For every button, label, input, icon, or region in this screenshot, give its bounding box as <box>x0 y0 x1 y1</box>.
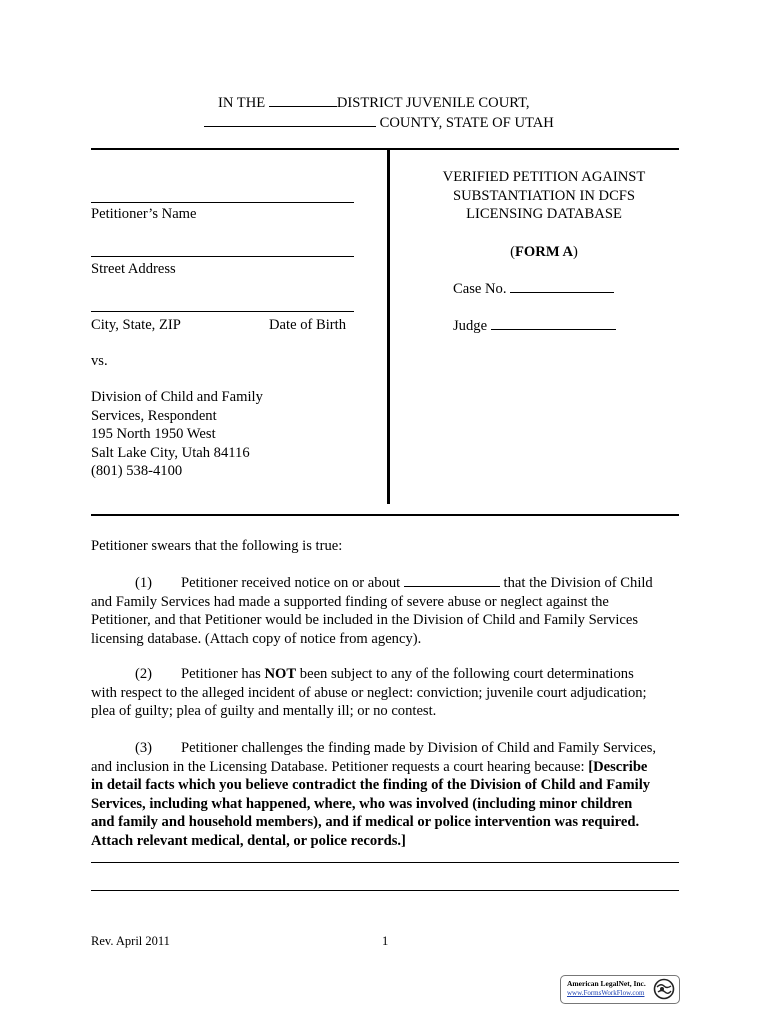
respondent-line: (801) 538-4100 <box>91 463 183 480</box>
respondent-line: Salt Lake City, Utah 84116 <box>91 444 250 461</box>
notice-date-blank[interactable] <box>404 573 500 587</box>
case-number-field: Case No. <box>453 279 614 299</box>
case-number-blank[interactable] <box>510 279 614 293</box>
judge-field: Judge <box>453 316 616 336</box>
page-number: 1 <box>382 934 389 948</box>
city-state-zip-line[interactable] <box>91 311 354 312</box>
county-blank[interactable] <box>204 113 376 127</box>
answer-line[interactable] <box>91 862 679 863</box>
court-header-line1: IN THE DISTRICT JUVENILE COURT, <box>218 95 530 111</box>
respondent-line: Services, Respondent <box>91 407 217 424</box>
caption-bottom-rule <box>91 514 679 516</box>
logo-company: American LegalNet, Inc. <box>567 979 646 988</box>
street-address-label: Street Address <box>91 261 176 277</box>
paragraph-2: (2) Petitioner has NOT been subject to any of the following court determinations with respect to the alleged incident of abuse or neglect: conviction; juvenile court adjudication; plea of guilty; plea of guilty and mentally ill; or no contest. <box>91 666 647 720</box>
legalnet-logo <box>560 975 680 1004</box>
paragraph-1: (1) Petitioner received notice on or about that the Division of Child and Family Services had made a supported finding of severe abuse or neglect against the Petitioner, and that Petitioner would be included in the Division of Child and Family Services licensing database. (Attach copy of notice from agency). <box>91 575 653 647</box>
respondent-block <box>91 388 263 481</box>
caption-top-rule <box>91 148 679 150</box>
city-state-zip-label: City, State, ZIP <box>91 317 181 333</box>
court-district-blank[interactable] <box>269 93 337 107</box>
petition-title: VERIFIED PETITION AGAINST SUBSTANTIATION IN DCFS LICENSING DATABASE <box>442 169 646 223</box>
respondent-line: Division of Child and Family <box>91 389 263 405</box>
judge-blank[interactable] <box>491 316 616 330</box>
logo-url[interactable]: www.FormsWorkFlow.com <box>567 989 645 997</box>
court-header-line2: COUNTY, STATE OF UTAH <box>204 113 624 133</box>
respondent-line: 195 North 1950 West <box>91 426 216 443</box>
street-address-line[interactable] <box>91 256 354 257</box>
form-label: (FORM A) <box>510 244 578 260</box>
globe-icon <box>653 978 675 1000</box>
intro-statement: Petitioner swears that the following is true: <box>91 538 343 554</box>
date-of-birth-label: Date of Birth <box>269 317 347 333</box>
petitioner-name-line[interactable] <box>91 202 354 203</box>
answer-line[interactable] <box>91 890 679 891</box>
versus-label: vs. <box>91 353 108 369</box>
petitioner-name-label: Petitioner’s Name <box>91 206 197 222</box>
caption-vertical-rule <box>387 148 390 504</box>
paragraph-3: (3) Petitioner challenges the finding made by Division of Child and Family Services, and inclusion in the Licensing Database. Petitioner requests a court hearing because: [Describe in detail facts which you believe contradict the finding of the Division of Child and Family Services, including what happened, where, who was involved (including minor children and family and household members), and if medical or police intervention was required. Attach relevant medical, dental, or police records.] <box>91 740 657 849</box>
revision-date: Rev. April 2011 <box>91 934 170 948</box>
